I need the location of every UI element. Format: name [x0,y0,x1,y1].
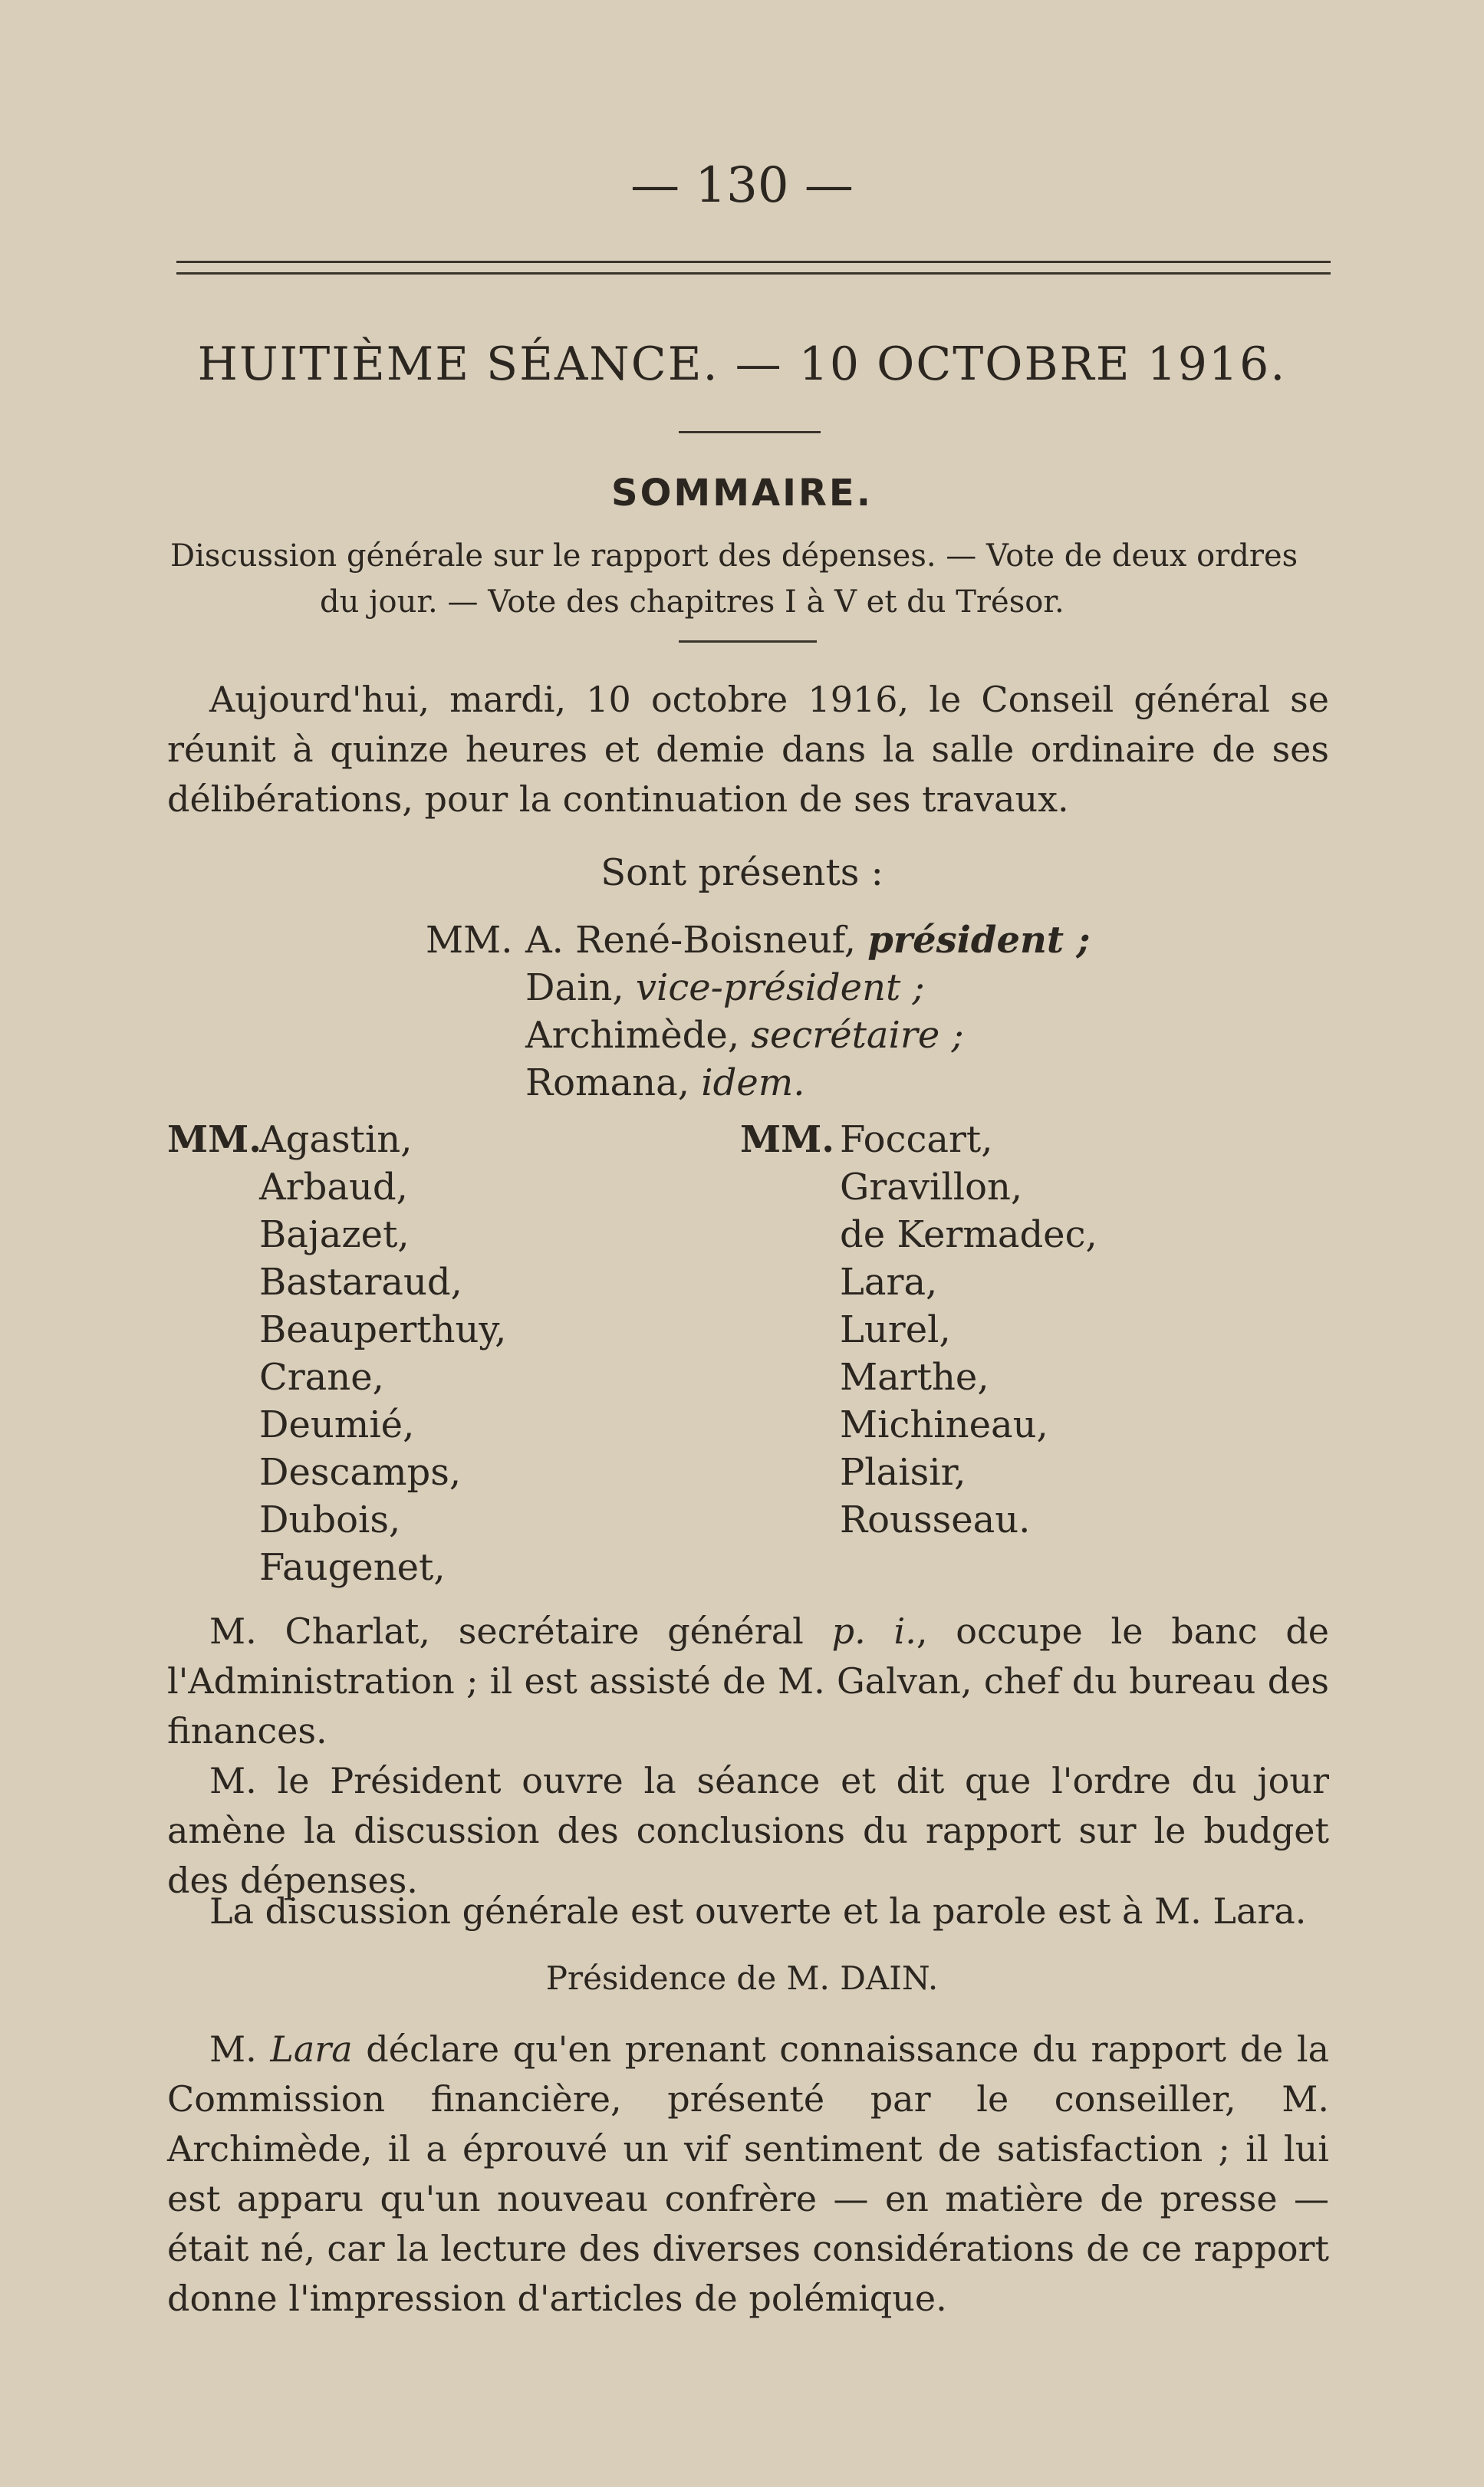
sommaire-separator [679,640,817,643]
member-name: Descamps, [259,1451,462,1494]
members-left-column [167,1116,506,1591]
officers-mm: MM. [426,919,513,962]
presidence-heading: Présidence de M. DAIN. [545,1959,939,1997]
page-number: — 130 — [630,157,854,214]
member-name: Faugenet, [259,1546,446,1589]
admin-abbr: p. i. [831,1610,916,1652]
officer-name: Archimède, [525,1014,740,1057]
member-name: Gravillon, [840,1166,1023,1209]
sommaire-text [170,533,1328,625]
officer-row [426,1012,1090,1059]
sommaire-line-1: Discussion générale sur le rapport des dépenses. — Vote de deux ordres [170,538,1298,574]
members-left-mm: MM. [167,1118,262,1161]
officer-role: secrétaire ; [751,1014,964,1057]
officer-name: A. René-Boisneuf, [525,919,856,962]
member-name: Marthe, [840,1356,989,1399]
member-name: Plaisir, [840,1451,966,1494]
discussion-open-paragraph: La discussion générale est ouverte et la parole est à M. Lara. [209,1890,1307,1932]
member-name: Agastin, [259,1118,413,1161]
member-name: Lurel, [840,1308,951,1351]
lara-name: Lara [270,2028,353,2070]
members-right-column [740,1116,1097,1544]
member-name: Lara, [840,1261,938,1304]
officer-role: idem. [701,1061,805,1104]
member-row [740,1116,1097,1163]
member-name: Arbaud, [259,1166,408,1209]
lara-paragraph [167,2025,1329,2324]
admin-before: M. Charlat, secrétaire général [209,1610,832,1652]
title-separator [679,431,821,433]
member-name: Bastaraud, [259,1261,462,1304]
president-opens-paragraph: M. le Président ouvre la séance et dit que l'ordre du jour amène la discussion des conclusions du rapport sur le budget des dépenses. [167,1760,1329,1901]
member-name: Michineau, [840,1403,1048,1446]
officer-role: vice-président ; [635,966,925,1009]
admin-after: , occupe le banc de l'Administration ; il est assisté de M. Galvan, chef du bureau des finances. [167,1610,1329,1752]
session-title: HUITIÈME SÉANCE. — 10 OCTOBRE 1916. [197,337,1287,391]
member-name: Rousseau. [840,1498,1031,1541]
administration-paragraph [167,1607,1329,1756]
officer-row [426,916,1090,964]
officer-name: Romana, [525,1061,689,1104]
member-name: Foccart, [840,1118,993,1161]
officer-row [426,1059,1090,1107]
officer-name: Dain, [525,966,624,1009]
lara-m: M. [209,2028,271,2070]
member-name: Dubois, [259,1498,401,1541]
member-name: Deumié, [259,1403,415,1446]
officers-list [426,916,1090,1107]
lara-text: déclare qu'en prenant connaissance du rapport de la Commission financière, présenté par le conseiller, M. Archimède, il a éprouvé un vif sentiment de satisfaction ; il lui est apparu qu'un nouveau confrère — en matière de presse — était né, car la lecture des diverses considérations de ce rapport donne l'impression d'articles de polémique. [167,2028,1329,2319]
member-name: Bajazet, [259,1213,410,1256]
officer-row [426,964,1090,1012]
present-label: Sont présents : [601,851,883,894]
officer-role: président ; [867,919,1091,962]
header-double-rule [176,261,1331,275]
opening-paragraph: Aujourd'hui, mardi, 10 octobre 1916, le Conseil général se réunit à quinze heures et demie dans la salle ordinaire de ses délibérations, pour la continuation de ses travaux. [167,679,1329,820]
member-name: de Kermadec, [840,1213,1097,1256]
sommaire-line-2: du jour. — Vote des chapitres I à V et du Trésor. [320,584,1064,620]
member-name: Beauperthuy, [259,1308,507,1351]
sommaire-heading: SOMMAIRE. [611,472,873,515]
members-right-mm: MM. [740,1118,834,1161]
member-name: Crane, [259,1356,384,1399]
member-row [167,1116,506,1163]
